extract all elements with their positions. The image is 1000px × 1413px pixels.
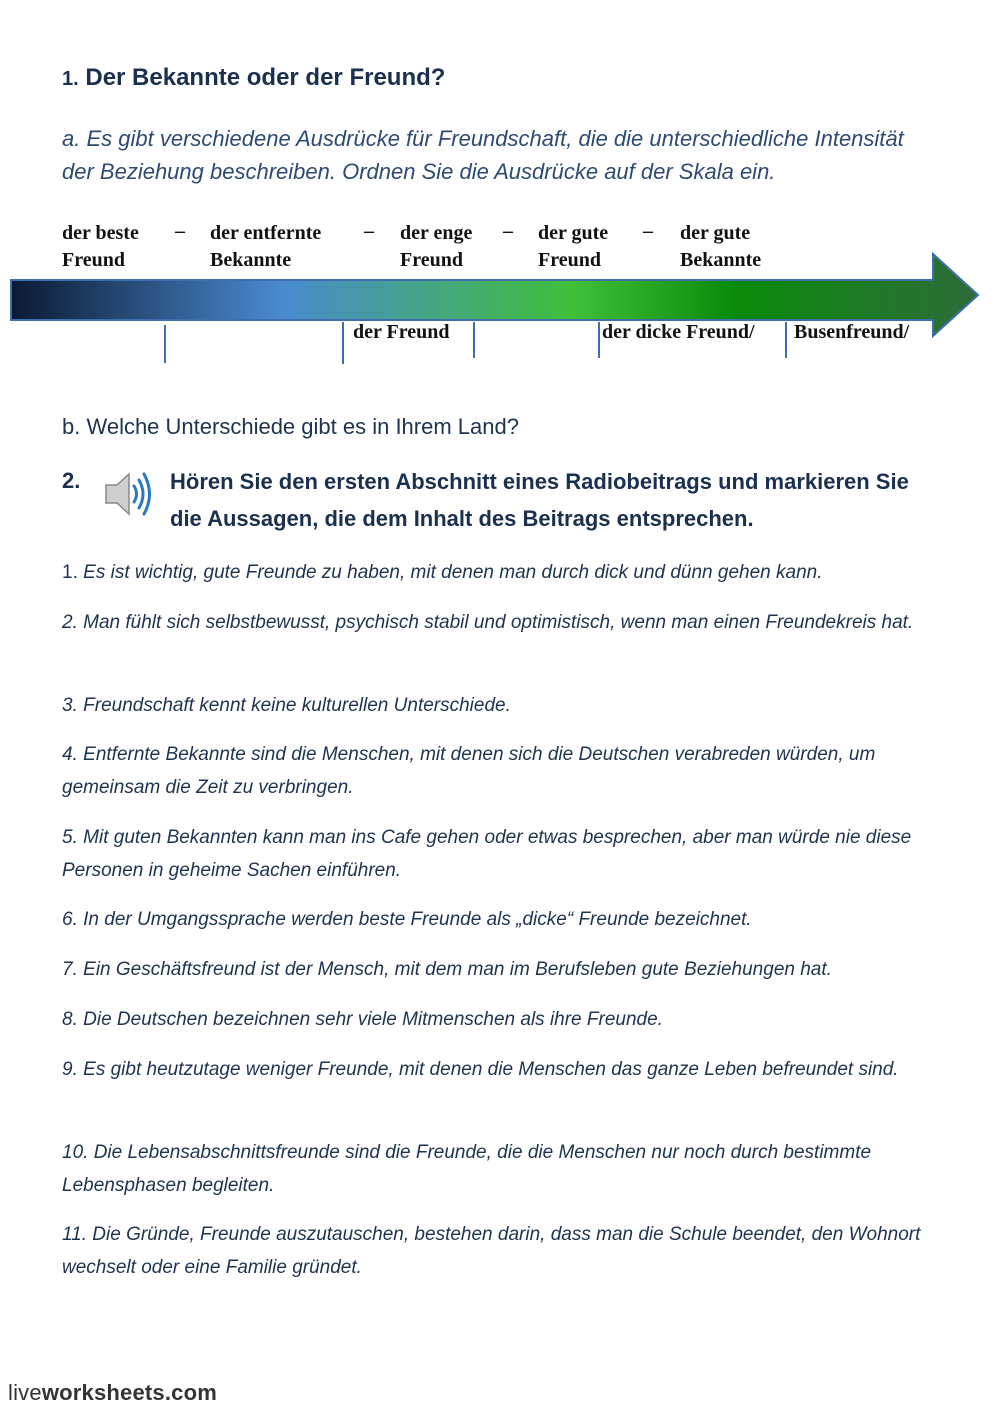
statement-6-text: In der Umgangssprache werden beste Freunde als „dicke“ Freunde bezeichnet. [83,909,752,930]
statement-8-number: 8. [62,1009,78,1030]
statement-11-number: 11. [62,1224,88,1245]
statement-8-text: Die Deutschen bezeichnen sehr viele Mitmenschen als ihre Freunde. [83,1009,663,1030]
scale-slot-divider-2 [342,322,344,364]
term-3-line2: Freund [400,249,463,271]
statement-8[interactable] [62,1003,942,1036]
scale-slot-dicke-freund[interactable]: der dicke Freund/ [602,321,755,343]
statement-3-text: Freundschaft kennt keine kulturellen Unterschiede. [83,695,511,716]
statement-4-number: 4. [62,744,78,765]
term-4-line2: Freund [538,249,601,271]
statement-6-number: 6. [62,909,78,930]
brand-light: live [8,1380,42,1405]
scale-slot-divider-5 [785,322,787,358]
term-1-line2: Freund [62,249,125,271]
section-1-title [62,64,445,92]
statement-3-number: 3. [62,695,78,716]
statement-5-text: Mit guten Bekannten kann man ins Cafe gehen oder etwas besprechen, aber man würde nie diese Personen in geheime Sachen einführen. [62,827,912,881]
term-3-line1: der enge [400,222,473,244]
statement-10[interactable] [62,1136,942,1202]
statement-9[interactable] [62,1053,942,1086]
statement-1[interactable] [62,556,942,589]
separator-3: – [503,220,513,242]
statement-9-text: Es gibt heutzutage weniger Freunde, mit denen die Menschen das ganze Leben befreundet sind. [83,1059,899,1080]
scale-slot-der-freund[interactable]: der Freund [353,321,450,343]
brand-bold: worksheets [41,1380,165,1405]
term-4-line1: der gute [538,222,609,244]
statement-7-text: Ein Geschäftsfreund ist der Mensch, mit dem man im Berufsleben gute Beziehungen hat. [83,959,832,980]
liveworksheets-logo[interactable] [8,1380,217,1406]
section-1-number: 1. [62,68,79,90]
scale-slot-divider-1 [164,325,166,363]
section-2-number: 2. [62,468,81,493]
scale-slot-busenfreund[interactable]: Busenfreund/ [794,321,910,343]
statement-10-text: Die Lebensabschnittsfreunde sind die Freunde, die die Menschen nur noch durch bestimmte Lebensphasen begleiten. [62,1142,872,1196]
term-1-line1: der beste [62,222,139,244]
term-5-line1: der gute [680,222,751,244]
statement-4[interactable] [62,738,942,804]
statement-2-number: 2. [62,612,78,633]
separator-1: – [175,220,185,242]
statement-4-text: Entfernte Bekannte sind die Menschen, mit denen sich die Deutschen verabreden würden, um gemeinsam die Zeit zu verbringen. [62,744,876,798]
scale-slot-divider-4 [598,322,600,358]
term-5-line2: Bekannte [680,249,762,271]
statement-2-text: Man fühlt sich selbstbewusst, psychisch stabil und optimistisch, wenn man einen Freundekreis hat. [83,612,914,633]
statement-9-number: 9. [62,1059,78,1080]
statement-10-number: 10. [62,1142,89,1163]
statement-5-number: 5. [62,827,78,848]
separator-2: – [364,220,374,242]
term-2-line2: Bekannte [210,249,292,271]
statement-5[interactable] [62,821,942,887]
section-2-instruction: Hören Sie den ersten Abschnitt eines Radiobeitrags und markieren Sie die Aussagen, die dem Inhalt des Beitrags entsprechen. [170,469,909,531]
statement-7-number: 7. [62,959,78,980]
statement-3[interactable] [62,689,942,722]
statement-6[interactable] [62,903,942,936]
statement-11-text: Die Gründe, Freunde auszutauschen, bestehen darin, dass man die Schule beendet, den Wohnort wechselt oder eine Familie gründet. [62,1224,921,1278]
statement-11[interactable] [62,1218,942,1284]
scale-slot-divider-3 [473,322,475,358]
question-b: b. Welche Unterschiede gibt es in Ihrem Land? [62,414,519,439]
separator-4: – [643,220,653,242]
statement-2[interactable] [62,606,942,639]
section-1-title-text: Der Bekannte oder der Freund? [85,64,446,91]
brand-tld: .com [164,1380,218,1405]
instruction-a: a. Es gibt verschiedene Ausdrücke für Freundschaft, die die unterschiedliche Intensität der Beziehung beschreiben. Ordnen Sie die Ausdrücke auf der Skala ein. [62,126,904,184]
statement-1-text: Es ist wichtig, gute Freunde zu haben, mit denen man durch dick und dünn gehen kann. [83,562,823,583]
statement-7[interactable] [62,953,942,986]
term-2-line1: der entfernte [210,222,322,244]
statement-1-number: 1. [62,562,78,583]
speaker-icon[interactable] [100,466,158,522]
